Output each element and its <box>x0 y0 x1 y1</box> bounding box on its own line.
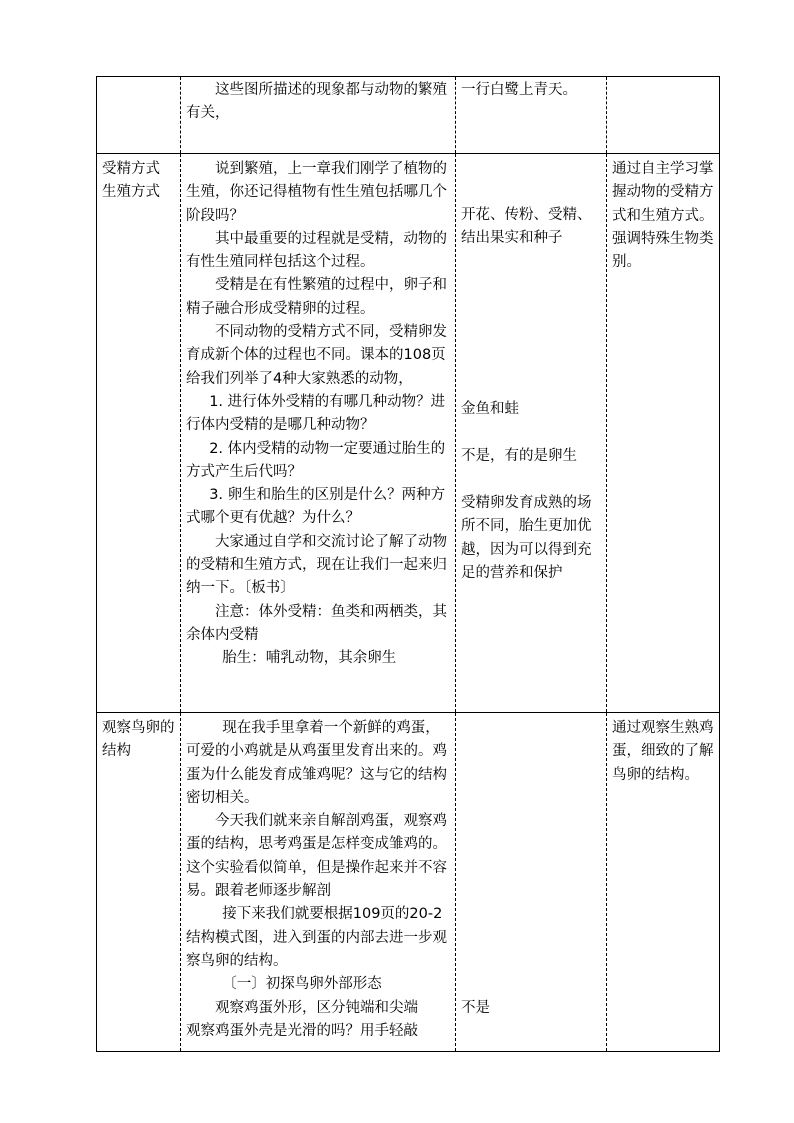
teaching-content-cell <box>181 154 456 713</box>
content-paragraph: 观察鸡蛋外形，区分钝端和尖端 <box>215 999 418 1016</box>
table-row <box>97 77 720 154</box>
teaching-content-cell <box>181 713 456 1052</box>
design-intent-cell <box>607 154 720 713</box>
content-paragraph: 其中最重要的过程就是受精，动物的有性生殖同样包括这个过程。 <box>186 230 447 271</box>
content-paragraph: 不同动物的受精方式不同，受精卵发育成新个体的过程也不同。课本的108页给我们列举了4种大家熟悉的动物， <box>186 324 447 387</box>
section-label: 受精方式 <box>102 161 160 177</box>
design-intent: 通过观察生熟鸡蛋，细致的了解鸟卵的结构。 <box>612 720 714 783</box>
question-item: 1. 进行体外受精的有哪几种动物？进行体内受精的是哪几种动物？ <box>186 393 446 434</box>
question-item: 2. 体内受精的动物一定要通过胎生的方式产生后代吗？ <box>186 440 446 480</box>
content-paragraph: 这些图所描述的现象都与动物的繁殖有关， <box>186 82 447 122</box>
table-row <box>97 154 720 713</box>
content-paragraph: 接下来我们就要根据109页的20-2结构模式图，进入到蛋的内部去进一步观察鸟卵的结构。 <box>186 906 447 969</box>
content-paragraph: 〔一〕初探鸟卵外部形态 <box>222 976 382 993</box>
student-answer: 一行白鹭上青天。 <box>461 82 577 98</box>
section-label-cell <box>97 154 181 713</box>
section-label-cell <box>97 713 181 1052</box>
content-paragraph: 受精是在有性繁殖的过程中，卵子和精子融合形成受精卵的过程。 <box>186 277 447 317</box>
content-paragraph: 现在我手里拿着一个新鲜的鸡蛋，可爱的小鸡就是从鸡蛋里发育出来的。鸡蛋为什么能发育成雏鸡呢？这与它的结构密切相关。 <box>186 720 447 806</box>
design-intent: 通过自主学习掌握动物的受精方式和生殖方式。强调特殊生物类别。 <box>612 161 714 271</box>
student-answer-cell <box>456 77 607 154</box>
section-label: 生殖方式 <box>102 184 160 201</box>
student-answer-cell <box>456 713 607 1052</box>
content-paragraph: 今天我们就来亲自解剖鸡蛋，观察鸡蛋的结构，思考鸡蛋是怎样变成雏鸡的。这个实验看似简单，但是操作起来并不容易。跟着老师逐步解剖 <box>186 813 447 900</box>
student-answer-cell <box>456 154 607 713</box>
lesson-plan-table <box>96 76 720 1052</box>
student-answer: 开花、传粉、受精、结出果实和种子 <box>461 207 592 247</box>
student-answer: 金鱼和蛙 <box>461 400 519 417</box>
question-item: 3. 卵生和胎生的区别是什么？两种方式哪个更有优越？为什么？ <box>186 487 446 527</box>
student-answer: 不是 <box>461 1000 490 1016</box>
section-label-cell <box>97 77 181 154</box>
summary-note: 胎生：哺乳动物，其余卵生 <box>222 650 397 667</box>
teaching-content-cell <box>181 77 456 154</box>
design-intent-cell <box>607 77 720 154</box>
content-paragraph: 说到繁殖，上一章我们刚学了植物的生殖，你还记得植物有性生殖包括哪几个阶段吗？ <box>186 161 447 224</box>
table-row <box>97 713 720 1052</box>
design-intent-cell <box>607 713 720 1052</box>
content-paragraph: 大家通过自学和交流讨论了解了动物的受精和生殖方式，现在让我们一起来归纳一下。〔板书〕 <box>186 533 447 597</box>
section-label: 观察鸟卵的结构 <box>102 720 175 760</box>
student-answer: 不是，有的是卵生 <box>461 447 577 464</box>
student-answer: 受精卵发育成熟的场所不同，胎生更加优越，因为可以得到充足的营养和保护 <box>461 495 592 582</box>
content-paragraph: 观察鸡蛋外壳是光滑的吗？用手轻敲 <box>186 1022 418 1039</box>
summary-note: 注意：体外受精：鱼类和两栖类，其余体内受精 <box>186 603 447 643</box>
